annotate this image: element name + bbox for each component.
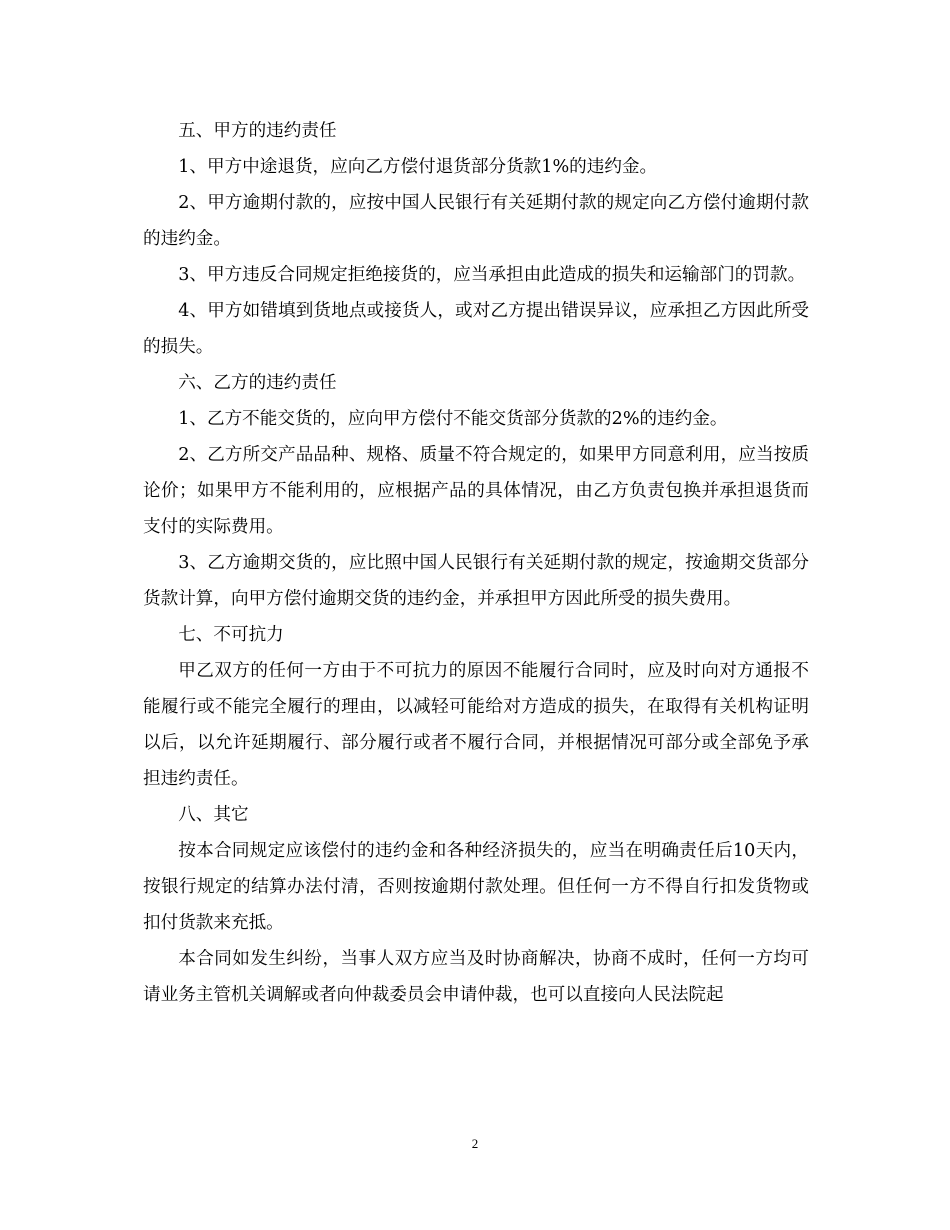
section-heading-other: 八、其它 (178, 805, 249, 825)
page-number: 2 (471, 1136, 479, 1151)
clause-paragraph: 4、甲方如错填到货地点或接货人，或对乙方提出错误异议，应承担乙方因此所受的损失。 (143, 301, 809, 357)
clause-paragraph: 按本合同规定应该偿付的违约金和各种经济损失的，应当在明确责任后10天内，按银行规定的结算办法付清，否则按逾期付款处理。但任何一方不得自行扣发货物或扣付货款来充抵。 (143, 841, 809, 933)
clause-paragraph: 本合同如发生纠纷，当事人双方应当及时协商解决，协商不成时，任何一方均可请业务主管机关调解或者向仲裁委员会申请仲裁，也可以直接向人民法院起 (143, 949, 809, 1005)
clause-paragraph: 3、甲方违反合同规定拒绝接货的，应当承担由此造成的损失和运输部门的罚款。 (178, 265, 806, 285)
clause-paragraph: 2、乙方所交产品品种、规格、质量不符合规定的，如果甲方同意利用，应当按质论价；如果甲方不能利用的，应根据产品的具体情况，由乙方负责包换并承担退货而支付的实际费用。 (143, 445, 809, 537)
clause-paragraph: 2、甲方逾期付款的，应按中国人民银行有关延期付款的规定向乙方偿付逾期付款的违约金。 (143, 193, 809, 249)
clause-paragraph: 1、甲方中途退货，应向乙方偿付退货部分货款1%的违约金。 (178, 157, 658, 177)
clause-paragraph: 3、乙方逾期交货的，应比照中国人民银行有关延期付款的规定，按逾期交货部分货款计算，向甲方偿付逾期交货的违约金，并承担甲方因此所受的损失费用。 (143, 553, 809, 609)
section-heading-breach-party-b: 六、乙方的违约责任 (178, 373, 337, 393)
clause-paragraph: 甲乙双方的任何一方由于不可抗力的原因不能履行合同时，应及时向对方通报不能履行或不能完全履行的理由，以减轻可能给对方造成的损失，在取得有关机构证明以后，以允许延期履行、部分履行或者不履行合同，并根据情况可部分或全部免予承担违约责任。 (143, 661, 809, 789)
section-heading-force-majeure: 七、不可抗力 (178, 625, 284, 645)
document-body (143, 113, 809, 1013)
section-heading-breach-party-a: 五、甲方的违约责任 (178, 121, 337, 141)
clause-paragraph: 1、乙方不能交货的，应向甲方偿付不能交货部分货款的2%的违约金。 (178, 409, 728, 429)
